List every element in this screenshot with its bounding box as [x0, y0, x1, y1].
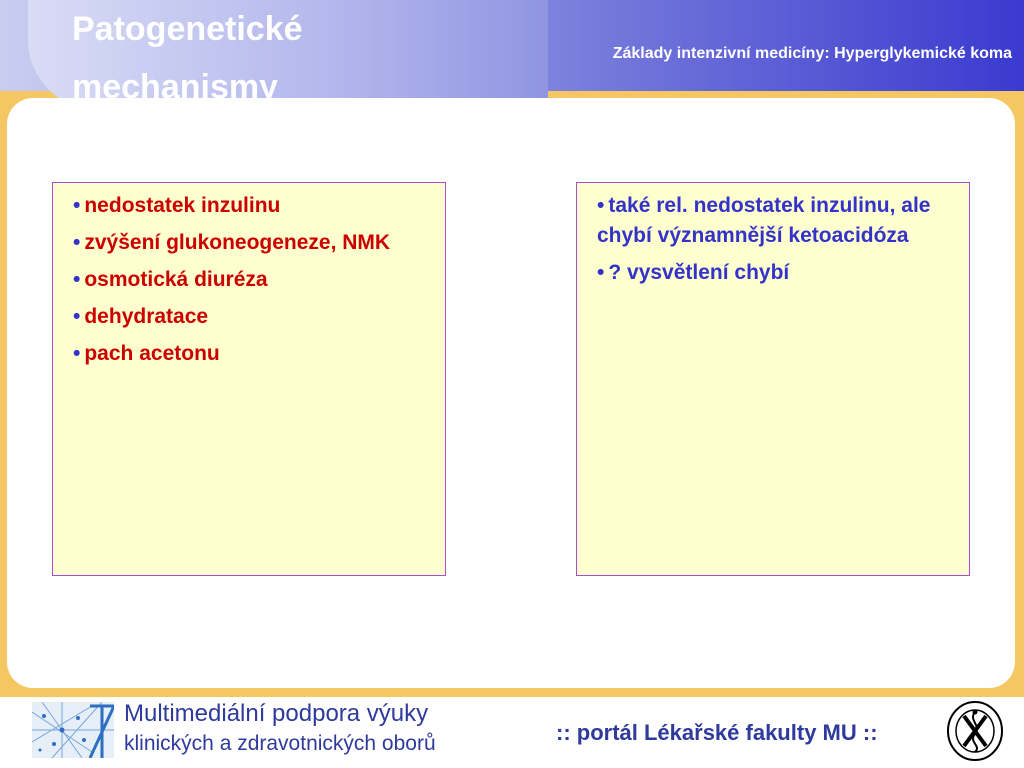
- slide-title: Patogenetické mechanismy: [72, 10, 303, 106]
- footer-subtitle: klinických a zdravotnických oborů: [124, 732, 436, 755]
- faculty-seal-icon: [946, 700, 1004, 762]
- left-text-box: [52, 182, 446, 576]
- list-item: • pach acetonu: [73, 342, 220, 365]
- list-item: • ? vysvětlení chybí: [597, 261, 790, 284]
- portal-link[interactable]: :: portál Lékařské fakulty MU ::: [556, 720, 878, 745]
- list-item: • osmotická diuréza: [73, 268, 268, 291]
- list-item: • zvýšení glukoneogeneze, NMK: [73, 231, 391, 254]
- list-item: • dehydratace: [73, 305, 209, 328]
- list-item: • nedostatek inzulinu: [73, 194, 281, 217]
- footer-title: Multimediální podpora výuky: [124, 700, 429, 727]
- slide-subtitle: Základy intenzivní medicíny: Hyperglykemické koma: [612, 45, 1012, 62]
- network-logo-icon: [32, 702, 114, 758]
- list-item: • také rel. nedostatek inzulinu, ale chybí významnější ketoacidóza: [597, 194, 931, 247]
- right-text-box: [576, 182, 970, 576]
